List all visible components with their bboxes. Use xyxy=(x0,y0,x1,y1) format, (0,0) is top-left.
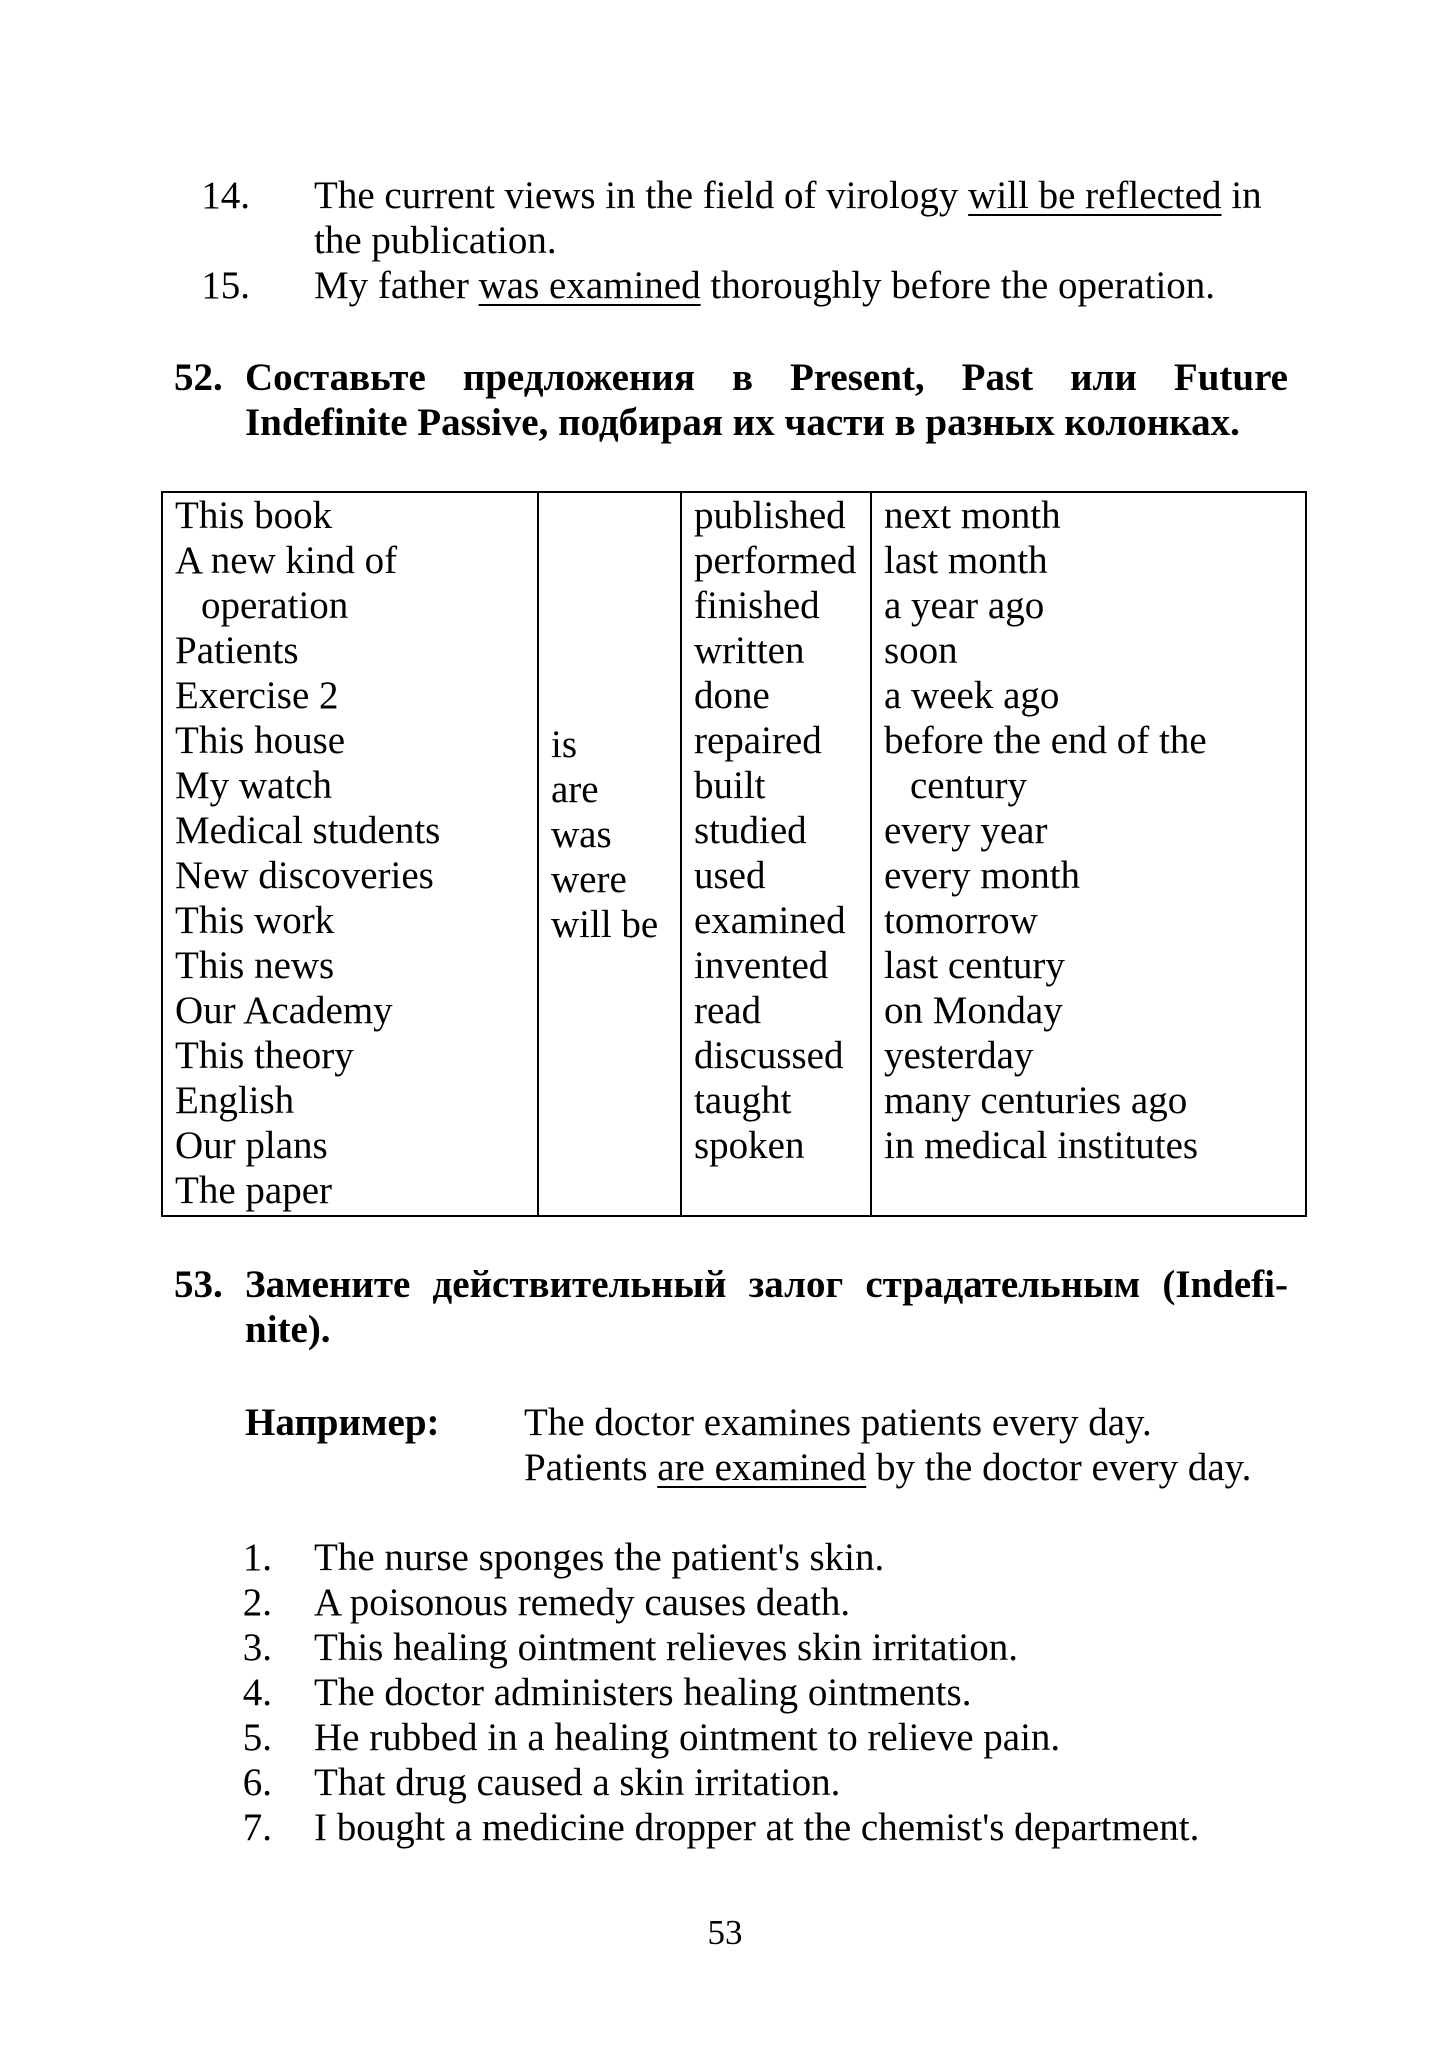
table-cell-text: built xyxy=(694,764,766,807)
table-cell-text: Medical students xyxy=(175,809,441,852)
table-cell-text: century xyxy=(910,764,1027,807)
item-text: The doctor administers healing ointments. xyxy=(314,1671,972,1714)
table-cell-text: on Monday xyxy=(884,989,1063,1032)
table-cell-text: examined xyxy=(694,899,846,942)
table-cell-text: are xyxy=(551,767,599,811)
underlined-verb: are examined xyxy=(657,1446,867,1489)
text-part: in xyxy=(1221,174,1262,217)
underlined-verb: will be reflected xyxy=(968,174,1222,217)
table-cell-text: written xyxy=(694,629,805,672)
example-label: Например: xyxy=(245,1401,440,1444)
table-cell-text: tomorrow xyxy=(884,899,1038,942)
table-cell-text: every year xyxy=(884,809,1048,852)
table-cell-text: Our plans xyxy=(175,1124,328,1167)
table-cell-text: is xyxy=(551,722,578,766)
table-cell-text: read xyxy=(694,989,762,1032)
auxiliaries-column xyxy=(538,492,681,1216)
text-part: Patients xyxy=(524,1446,658,1489)
table-cell-text: A new kind of xyxy=(175,539,398,582)
item-text xyxy=(314,263,1314,308)
table-cell-text: The paper xyxy=(175,1169,332,1212)
table-cell-text: a week ago xyxy=(884,674,1060,717)
exercise-number: 53. xyxy=(174,1263,223,1306)
table-cell-text: many centuries ago xyxy=(884,1079,1188,1122)
table-cell-text: next month xyxy=(884,494,1061,537)
item-text xyxy=(314,173,1314,218)
item-number: 1. xyxy=(242,1536,272,1579)
exercise-title-line: nite). xyxy=(245,1308,331,1351)
item-number: 2. xyxy=(242,1581,272,1624)
text-part: The current views in the field of virology xyxy=(314,174,969,217)
item-number: 4. xyxy=(242,1671,272,1714)
table-cell-text: English xyxy=(175,1079,295,1122)
table-cell-text: This house xyxy=(175,719,346,762)
table-cell-text: last month xyxy=(884,539,1048,582)
example-sentence-passive xyxy=(524,1445,1251,1490)
table-cell-text: invented xyxy=(694,944,829,987)
exercise-title xyxy=(245,1262,1288,1352)
table-cell-text: This theory xyxy=(175,1034,354,1077)
table-cell-text: will be xyxy=(551,902,659,946)
table-cell-text: taught xyxy=(694,1079,792,1122)
table-cell-text: before the end of the xyxy=(884,719,1207,762)
item-number: 7. xyxy=(242,1806,272,1849)
item-text: The nurse sponges the patient's skin. xyxy=(314,1536,885,1579)
item-text: This healing ointment relieves skin irritation. xyxy=(314,1626,1019,1669)
table-cell-text: soon xyxy=(884,629,958,672)
table-cell-text: published xyxy=(694,494,846,537)
page-number: 53 xyxy=(707,1913,743,1952)
text-part: My father xyxy=(314,264,479,307)
item-text: A poisonous remedy causes death. xyxy=(314,1581,851,1624)
exercise-title-line: Составьте предложения в Present, Past или Future xyxy=(245,356,1288,399)
table-cell-text: a year ago xyxy=(884,584,1045,627)
table-cell-text: in medical institutes xyxy=(884,1124,1199,1167)
table-cell-text: My watch xyxy=(175,764,333,807)
item-text: That drug caused a skin irritation. xyxy=(314,1761,841,1804)
table-cell-text: This book xyxy=(175,494,333,537)
time-expressions-column xyxy=(871,492,1306,1216)
subjects-column xyxy=(162,492,538,1216)
table-cell-text: finished xyxy=(694,584,820,627)
table-cell-text: studied xyxy=(694,809,807,852)
table-cell-text: discussed xyxy=(694,1034,844,1077)
item-number: 14. xyxy=(201,174,250,217)
table-cell-text: This news xyxy=(175,944,335,987)
table-cell-text: spoken xyxy=(694,1124,805,1167)
sentence-parts-table xyxy=(161,491,1307,1217)
table-cell-text: New discoveries xyxy=(175,854,434,897)
table-cell-text: This work xyxy=(175,899,335,942)
item-number: 5. xyxy=(242,1716,272,1759)
table-cell-text: used xyxy=(694,854,766,897)
table-cell-text: repaired xyxy=(694,719,822,762)
table-cell-text: operation xyxy=(201,584,349,627)
participles-column xyxy=(681,492,871,1216)
table-cell-text: performed xyxy=(694,539,857,582)
table-cell-text: yesterday xyxy=(884,1034,1034,1077)
table-cell-text: every month xyxy=(884,854,1081,897)
exercise-title xyxy=(245,355,1288,445)
item-number: 15. xyxy=(201,264,250,307)
example-sentence-active: The doctor examines patients every day. xyxy=(524,1401,1152,1444)
table-cell-text: last century xyxy=(884,944,1065,987)
underlined-verb: was examined xyxy=(478,264,701,307)
item-number: 6. xyxy=(242,1761,272,1804)
table-cell-text: Our Academy xyxy=(175,989,393,1032)
item-text: He rubbed in a healing ointment to relieve pain. xyxy=(314,1716,1061,1759)
exercise-title-line: Indefinite Passive, подбирая их части в разных колонках. xyxy=(245,401,1240,444)
table-cell-text: were xyxy=(551,857,627,901)
exercise-number: 52. xyxy=(174,356,223,399)
item-number: 3. xyxy=(242,1626,272,1669)
item-text: I bought a medicine dropper at the chemist's department. xyxy=(314,1806,1200,1849)
table-cell-text: Exercise 2 xyxy=(175,674,339,717)
text-part: by the doctor every day. xyxy=(866,1446,1252,1489)
exercise-title-line: Замените действительный залог страдательным (Indefi- xyxy=(245,1263,1288,1306)
text-part: thoroughly before the operation. xyxy=(700,264,1216,307)
table-cell-text: done xyxy=(694,674,770,717)
table-cell-text: Patients xyxy=(175,629,299,672)
table-cell-text: was xyxy=(551,812,612,856)
item-text: the publication. xyxy=(314,219,557,262)
